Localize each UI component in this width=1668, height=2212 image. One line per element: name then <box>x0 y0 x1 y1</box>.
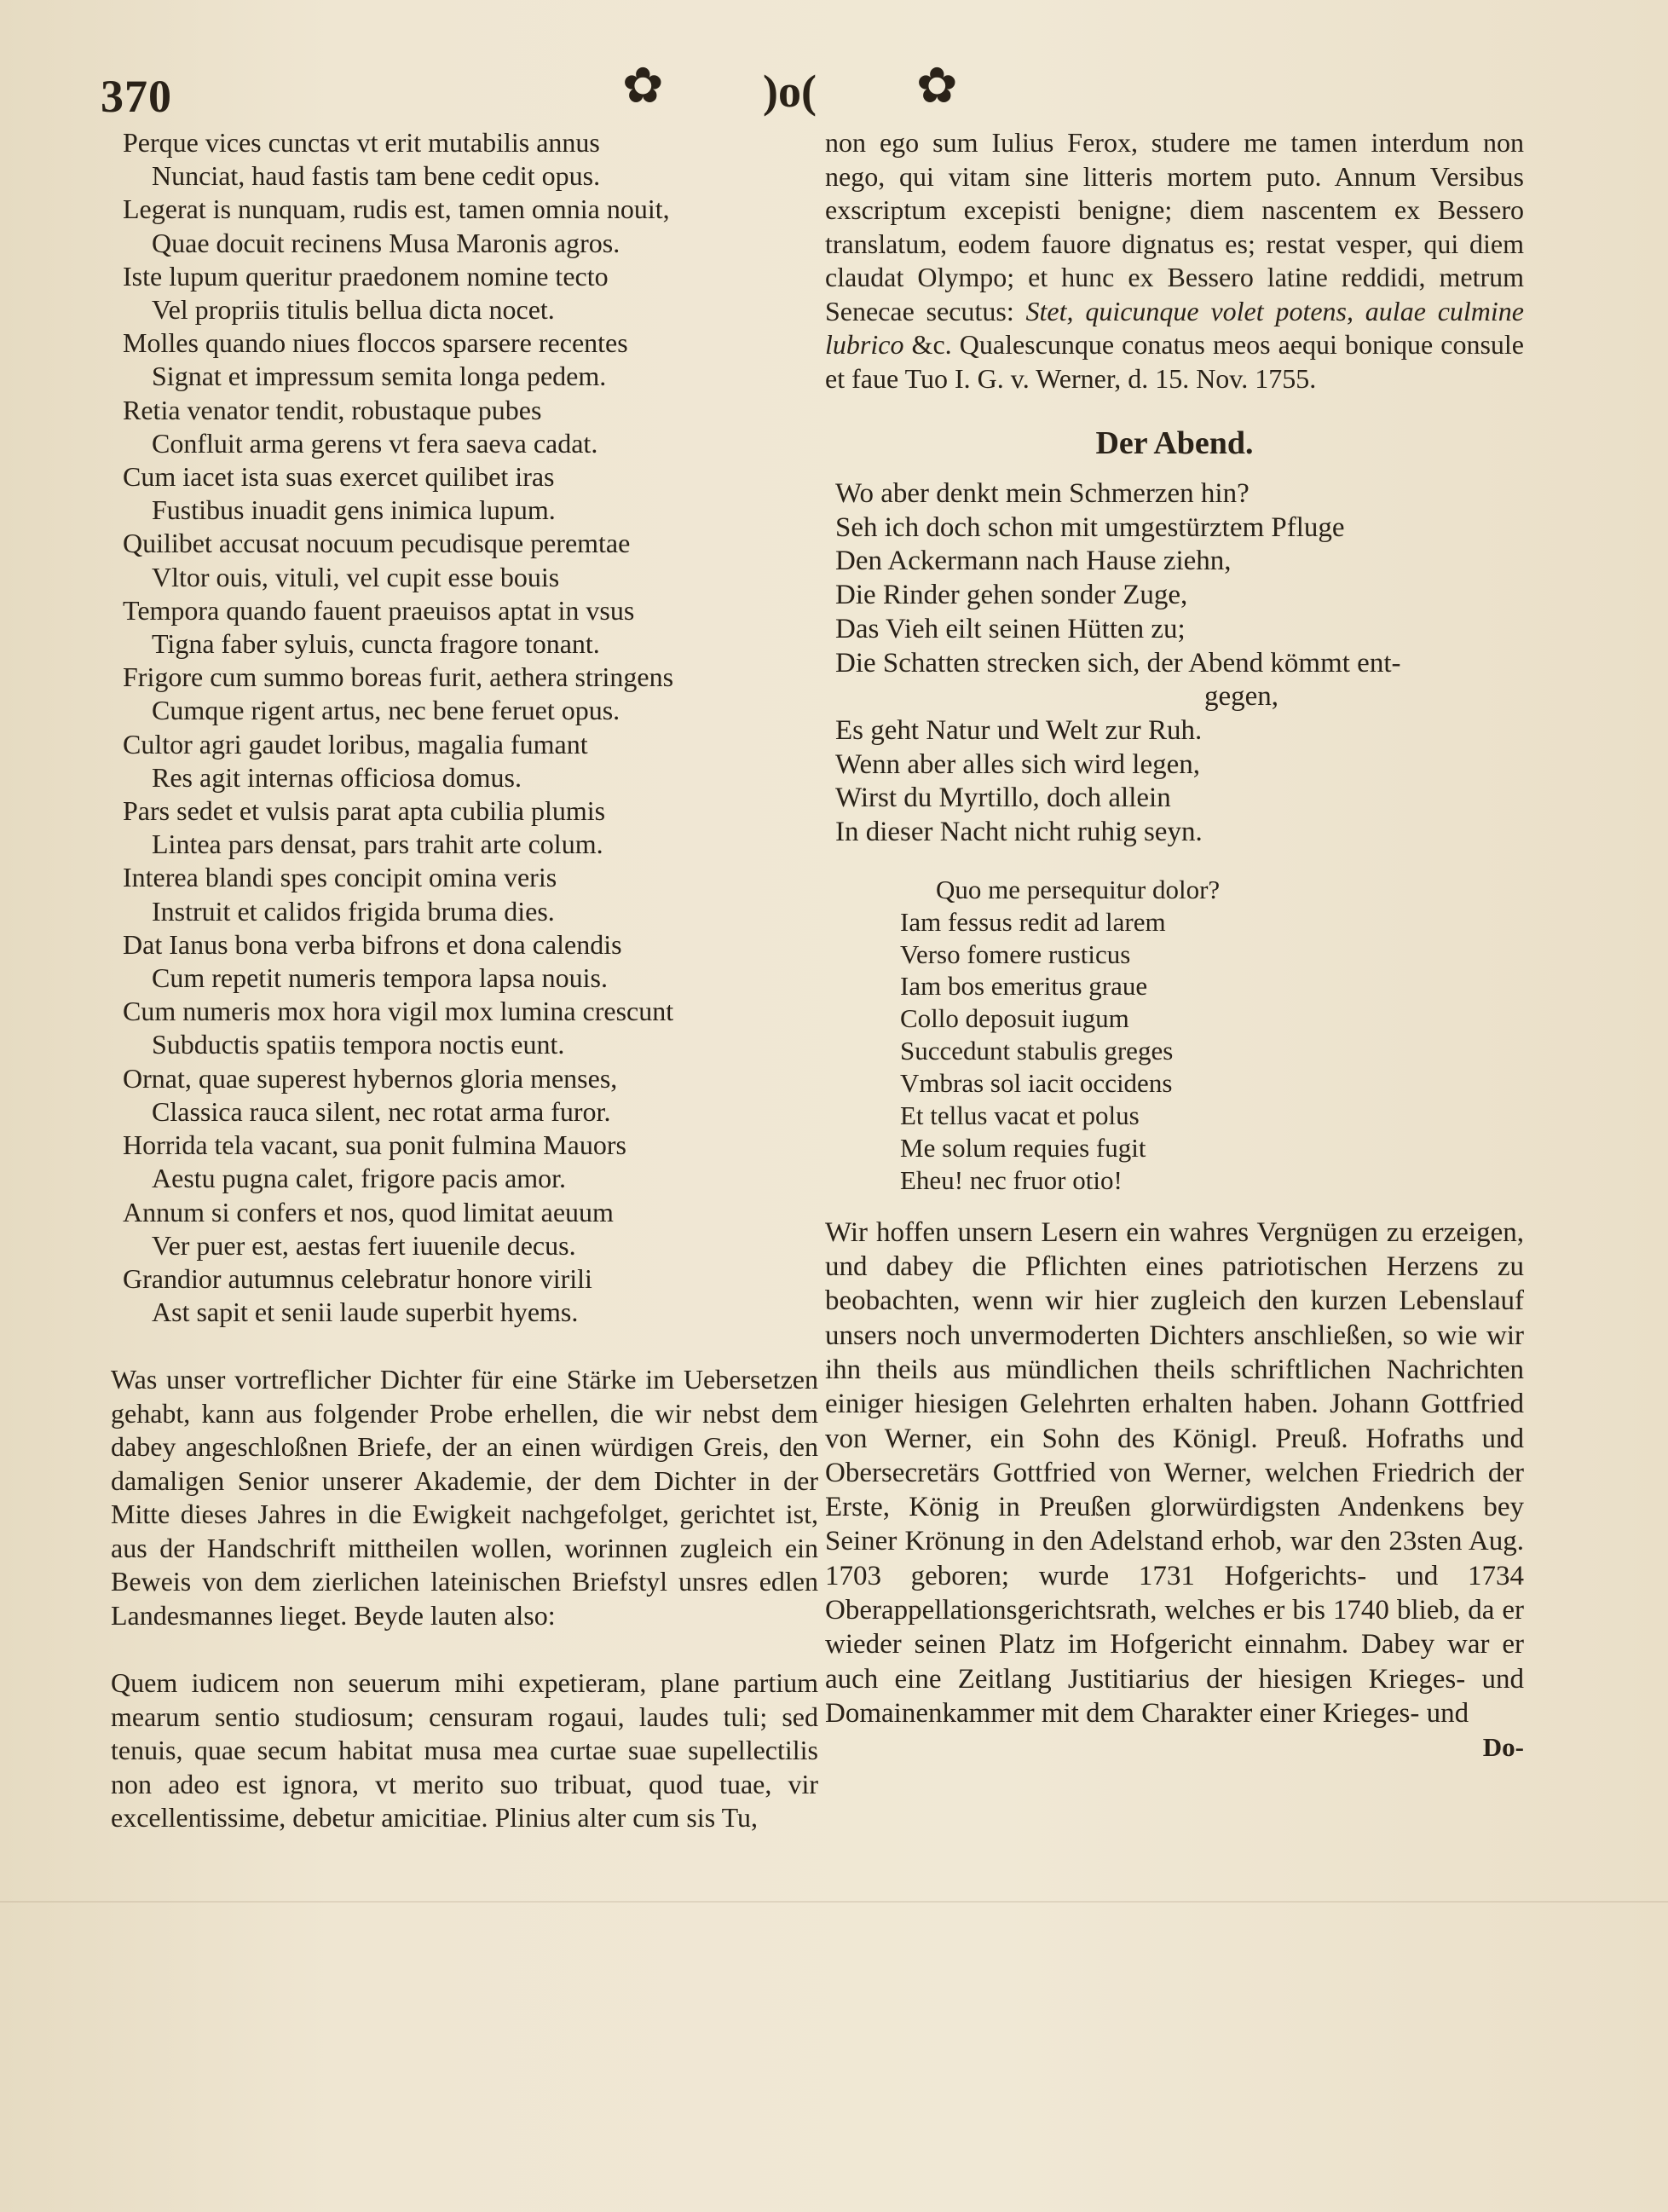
seneca-quote: Stet, quicunque volet potens, aulae culmine lubrico <box>825 295 1524 360</box>
hexameter-line: Grandior autumnus celebratur honore virili <box>123 1262 592 1294</box>
hexameter-line: Legerat is nunquam, rudis est, tamen omnia nouit, <box>123 193 670 225</box>
hexameter-line: Cum iacet ista suas exercet quilibet iras <box>123 461 555 493</box>
german-poem-line-continuation: gegen, <box>1204 681 1279 713</box>
latin-elegy <box>111 126 818 1329</box>
latin-letter-start: Quem iudicem non seuerum mihi expetieram, plane partium mearum sentio studiosum; censuram rogaui, laudes tuli; sed tenuis, quae secum habitat musa mea curtae suae supellectilis non adeo est ignora, vt merito suo tribuat, quod tuae, vir excellentissime, debetur amicitiae. Plinius alter cum sis Tu, <box>111 1667 818 1834</box>
latin-poem-line: Me solum requies fugit <box>900 1132 1146 1163</box>
pentameter-line: Vel propriis titulis bellua dicta nocet. <box>152 294 555 326</box>
german-introduction: Was unser vortreflicher Dichter für eine Stärke im Uebersetzen gehabt, kann aus folgender Probe erhellen, die wir nebst dem dabey angeschloßnen Briefe, der an einen würdigen Greis, den damaligen Senior unserer Akademie, der dem Dichter in der Mitte dieses Jahres in die Ewigkeit nachgefolget, gerichtet ist, aus der Handschrift mittheilen wollen, worinnen zugleich ein Beweis von dem zierlichen lateinischen Briefstyl unsres edlen Landesmannes lieget. Beyde lauten also: <box>111 1364 818 1631</box>
german-poem <box>825 477 1524 850</box>
pentameter-line: Cum repetit numeris tempora lapsa nouis. <box>152 962 608 994</box>
hexameter-line: Pars sedet et vulsis parat apta cubilia plumis <box>123 795 606 827</box>
poem-title: Der Abend. <box>1095 425 1254 461</box>
latin-poem-line: Succedunt stabulis greges <box>900 1036 1174 1066</box>
latin-poem-line: Iam bos emeritus graue <box>900 971 1148 1002</box>
pentameter-line: Cumque rigent artus, nec bene feruet opus. <box>152 695 620 726</box>
hexameter-line: Frigore cum summo boreas furit, aethera stringens <box>123 661 674 693</box>
hexameter-line: Cultor agri gaudet loribus, magalia fumant <box>123 728 588 759</box>
latin-poem-line: Et tellus vacat et polus <box>900 1100 1140 1131</box>
hexameter-line: Iste lupum queritur praedonem nomine tecto <box>123 260 609 292</box>
latin-poem-line: Quo me persequitur dolor? <box>936 874 1221 904</box>
pentameter-line: Ver puer est, aestas fert iuuenile decus. <box>152 1229 576 1261</box>
hexameter-line: Retia venator tendit, robustaque pubes <box>123 394 542 425</box>
hexameter-line: Cum numeris mox hora vigil mox lumina crescunt <box>123 996 674 1027</box>
german-poem-line: Die Schatten strecken sich, der Abend kömmt ent- <box>835 647 1401 679</box>
right-column <box>825 126 1524 1764</box>
hexameter-line: Interea blandi spes concipit omina veris <box>123 862 557 893</box>
hexameter-line: Horrida tela vacant, sua ponit fulmina Mauors <box>123 1129 626 1161</box>
german-poem-line: Den Ackermann nach Hause ziehn, <box>835 546 1232 577</box>
paper-fold-line <box>0 1901 1668 1903</box>
pentameter-line: Quae docuit recinens Musa Maronis agros. <box>152 227 620 258</box>
pentameter-line: Nunciat, haud fastis tam bene cedit opus. <box>152 160 601 192</box>
hexameter-line: Quilibet accusat nocuum pecudisque peremtae <box>123 528 631 559</box>
pentameter-line: Vltor ouis, vituli, vel cupit esse bouis <box>152 561 560 592</box>
latin-poem-line: Collo deposuit iugum <box>900 1003 1129 1034</box>
latin-poem-line: Verso fomere rusticus <box>900 939 1131 969</box>
pentameter-line: Confluit arma gerens vt fera saeva cadat. <box>152 427 598 459</box>
german-poem-line: Die Rinder gehen sonder Zuge, <box>835 580 1188 611</box>
pentameter-line: Fustibus inuadit gens inimica lupum. <box>152 494 556 526</box>
biography-paragraph: Wir hoffen unsern Lesern ein wahres Vergnügen zu erzeigen, und dabey die Pflichten eines patriotischen Herzens zu beobachten, wenn wir hier zugleich den kurzen Lebenslauf unsers noch unvermoderten Dichters anschließen, so wie wir ihn theils aus mündlichen theils schriftlichen Nachrichten einiger hiesigen Gelehrten erhalten haben. Johann Gottfried von Werner, ein Sohn des Königl. Preuß. Hofraths und Obersecretärs Gottfried von Werner, welchen Friedrich der Erste, König in Preußen glorwürdigsten Andenkens bey Seiner Krönung in den Adelstand erhob, war den 23sten Aug. 1703 geboren; wurde 1731 Hofgerichts- und 1734 Oberappellationsgerichtsrath, welches er bis 1740 blieb, da er wieder seinen Platz im Hofgericht einnahm. Dabey war er auch eine Zeitlang Justitiarius der hiesigen Krieges- und Domainenkammer mit dem Charakter einer Krieges- und <box>825 1216 1524 1729</box>
latin-poem-line: Eheu! nec fruor otio! <box>900 1164 1123 1195</box>
hexameter-line: Annum si confers et nos, quod limitat aeuum <box>123 1196 614 1227</box>
left-column <box>111 126 818 1835</box>
fleuron-left-icon: ✿ <box>622 58 664 113</box>
hexameter-line: Perque vices cunctas vt erit mutabilis annus <box>123 127 600 158</box>
pentameter-line: Aestu pugna calet, frigore pacis amor. <box>152 1163 567 1194</box>
header-ornament: )o( <box>763 66 817 117</box>
german-poem-line: Seh ich doch schon mit umgestürztem Pfluge <box>835 511 1345 543</box>
hexameter-line: Dat Ianus bona verba bifrons et dona calendis <box>123 928 622 960</box>
page-number: 370 <box>101 71 172 122</box>
pentameter-line: Subductis spatiis tempora noctis eunt. <box>152 1029 565 1060</box>
german-poem-line: In dieser Nacht nicht ruhig seyn. <box>835 817 1203 848</box>
hexameter-line: Ornat, quae superest hybernos gloria menses, <box>123 1062 618 1094</box>
german-poem-line: Das Vieh eilt seinen Hütten zu; <box>835 613 1186 644</box>
pentameter-line: Res agit internas officiosa domus. <box>152 761 522 793</box>
german-poem-line: Es geht Natur und Welt zur Ruh. <box>835 714 1203 746</box>
hexameter-line: Molles quando niues floccos sparsere recentes <box>123 327 628 359</box>
latin-letter-continuation <box>825 126 1524 396</box>
pentameter-line: Instruit et calidos frigida bruma dies. <box>152 895 555 927</box>
pentameter-line: Tigna faber syluis, cuncta fragore tonant. <box>152 628 600 660</box>
letter-text-part1: non ego sum Iulius Ferox, studere me tamen interdum non nego, qui vitam sine litteris mortem puto. Annum Versibus exscriptum excepisti benigne; diem nascentem ex Bessero translatum, eodem fauore dignatus es; restat vesper, qui diem claudat Olympo; et hunc ex Bessero latine reddidi, metrum Senecae secutus: <box>825 127 1524 326</box>
catchword: Do- <box>1482 1732 1524 1763</box>
german-poem-line: Wirst du Myrtillo, doch allein <box>835 783 1171 814</box>
german-poem-line: Wenn aber alles sich wird legen, <box>835 748 1201 780</box>
letter-text-part2: &c. Qualescunque conatus meos aequi bonique consule et faue Tuo I. G. v. Werner, d. 15. Nov. 1755. <box>825 329 1524 394</box>
latin-translation-poem <box>900 874 1524 1197</box>
pentameter-line: Ast sapit et senii laude superbit hyems. <box>152 1297 579 1328</box>
pentameter-line: Lintea pars densat, pars trahit arte colum. <box>152 829 603 860</box>
latin-poem-line: Iam fessus redit ad larem <box>900 906 1166 937</box>
german-poem-line: Wo aber denkt mein Schmerzen hin? <box>835 478 1250 509</box>
pentameter-line: Classica rauca silent, nec rotat arma furor. <box>152 1095 611 1127</box>
hexameter-line: Tempora quando fauent praeuisos aptat in vsus <box>123 594 635 626</box>
latin-poem-line: Vmbras sol iacit occidens <box>900 1068 1173 1099</box>
fleuron-right-icon: ✿ <box>916 58 958 113</box>
pentameter-line: Signat et impressum semita longa pedem. <box>152 361 607 392</box>
